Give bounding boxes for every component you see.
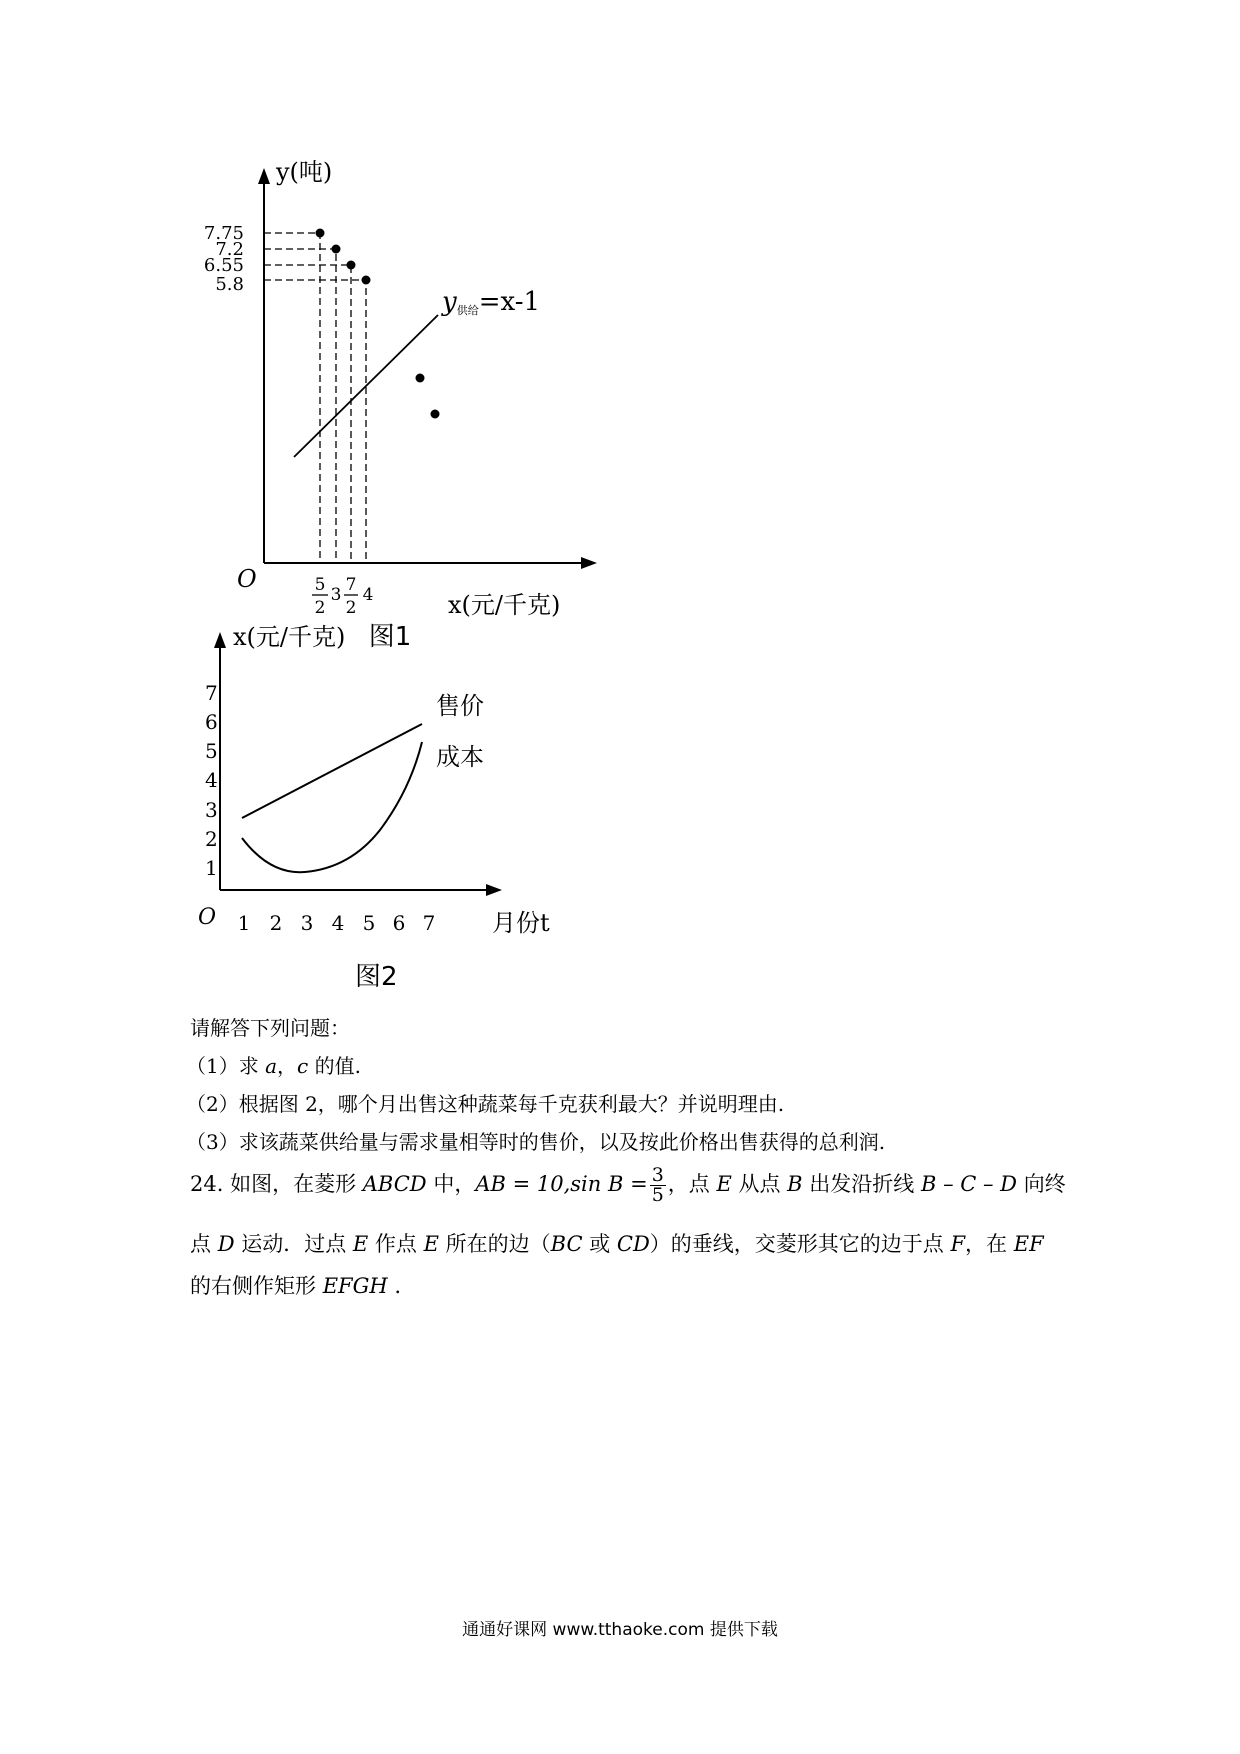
- fig2-y-tick-label: 1: [205, 856, 218, 880]
- fig1-y-tick-label: 6.55: [203, 255, 244, 276]
- fig1-guide-1: [264, 233, 320, 563]
- fig1-caption: 图1: [368, 622, 412, 652]
- p24-text: .: [387, 1274, 402, 1298]
- fig1-x-tick-label: 4: [362, 585, 374, 605]
- p24-fraction: [650, 1166, 666, 1205]
- q1-var-a: a: [265, 1054, 278, 1078]
- p24-text: 运动．过点: [234, 1232, 353, 1256]
- p24-side-cd: CD: [616, 1232, 650, 1256]
- problem-24-line-3: [190, 1270, 401, 1300]
- question-1: [186, 1050, 361, 1079]
- fig2-y-tick-label: 2: [205, 827, 218, 851]
- p24-point-b: B: [787, 1172, 803, 1196]
- p24-text: ）的垂线，交菱形其它的边于点: [649, 1232, 951, 1256]
- fig1-point: [362, 276, 371, 285]
- fig2-price-label: 售价: [436, 692, 484, 720]
- fig1-y-axis-label: y(吨): [276, 158, 333, 186]
- fig1-y-arrow: [258, 168, 270, 184]
- fig1-point: [431, 410, 440, 419]
- fig1-x-tick-den: 2: [314, 598, 326, 618]
- p24-point-d: D: [217, 1232, 235, 1256]
- p24-text: 24. 如图，在菱形: [190, 1172, 363, 1196]
- fig1-x-tick-label: 3: [330, 585, 342, 605]
- q1-comma: ，: [277, 1054, 298, 1078]
- fig1-point: [416, 374, 425, 383]
- p24-text: ，在: [965, 1232, 1014, 1256]
- fig2-caption: 图2: [355, 962, 398, 992]
- p24-frac-num: 3: [651, 1164, 664, 1186]
- p24-text: 的右侧作矩形: [190, 1274, 323, 1298]
- fig1-x-tick-den: 2: [345, 598, 357, 618]
- p24-path: B – C – D: [920, 1172, 1018, 1196]
- fig2-cost-label: 成本: [436, 743, 484, 771]
- fig2-y-tick-label: 4: [205, 768, 218, 792]
- fig2-x-tick-label: 7: [422, 911, 436, 935]
- q1-var-c: c: [297, 1054, 309, 1078]
- p24-frac-den: 5: [651, 1184, 664, 1206]
- p24-text: 所在的边（: [438, 1232, 551, 1256]
- questions-intro: 请解答下列问题：: [190, 1016, 350, 1040]
- fig2-x-tick-label: 2: [269, 911, 283, 935]
- fig2-price-line: [242, 724, 422, 818]
- fig1-guide-2: [264, 249, 336, 563]
- fig2-x-tick-label: 4: [331, 911, 345, 935]
- fig1-point: [347, 261, 356, 270]
- problem-24-line-2: [190, 1228, 1044, 1258]
- p24-text: ，点: [667, 1172, 717, 1196]
- figure-1: [180, 150, 680, 650]
- fig2-y-tick-label: 5: [205, 739, 218, 763]
- figure-2-content: [200, 620, 660, 1040]
- fig1-y-tick-label: 7.2: [215, 239, 244, 260]
- fig1-x-arrow: [581, 557, 597, 569]
- fig2-origin: O: [198, 905, 217, 930]
- p24-text: 向终: [1017, 1172, 1066, 1196]
- p24-segment-ef: EF: [1013, 1232, 1044, 1256]
- fig2-x-tick-label: 6: [392, 911, 406, 935]
- p24-text: 作点: [368, 1232, 424, 1256]
- p24-text: 点: [190, 1232, 218, 1256]
- footer-text: 通通好课网 www.tthaoke.com 提供下载: [462, 1620, 778, 1640]
- question-2: （2）根据图 2，哪个月出售这种蔬菜每千克获利最大？并说明理由.: [186, 1092, 785, 1116]
- q1-suffix: 的值.: [308, 1054, 361, 1078]
- p24-side-bc: BC: [550, 1232, 583, 1256]
- fig1-y-tick-label: 5.8: [215, 274, 244, 295]
- q1-prefix: （1）求: [186, 1054, 266, 1078]
- fig2-y-axis-label: x(元/千克): [233, 623, 346, 651]
- fig1-x-tick-num: 5: [314, 575, 326, 595]
- fig2-x-axis-label: 月份t: [492, 909, 550, 937]
- fig1-y-tick-label: 7.75: [203, 223, 244, 244]
- fig2-y-tick-label: 3: [205, 798, 218, 822]
- fig1-origin: O: [237, 565, 257, 593]
- p24-point-e: E: [352, 1232, 369, 1256]
- fig2-cost-curve: [242, 742, 422, 872]
- fig2-x-tick-label: 1: [237, 911, 251, 935]
- p24-text: 出发沿折线: [802, 1172, 921, 1196]
- p24-point-f: F: [950, 1232, 966, 1256]
- question-3: （3）求该蔬菜供给量与需求量相等时的售价，以及按此价格出售获得的总利润.: [186, 1130, 886, 1154]
- p24-abcd: ABCD: [362, 1172, 427, 1196]
- p24-text: 中，: [426, 1172, 476, 1196]
- fig2-x-tick-label: 3: [300, 911, 314, 935]
- p24-point-e: E: [423, 1232, 439, 1256]
- fig1-point: [316, 229, 325, 238]
- fig2-x-tick-label: 5: [362, 911, 376, 935]
- fig2-y-tick-label: 7: [205, 681, 218, 705]
- p24-equation: AB = 10,sin B =: [475, 1172, 648, 1196]
- p24-text: 从点: [731, 1172, 788, 1196]
- fig2-y-tick-label: 6: [205, 710, 218, 734]
- p24-point-e: E: [716, 1172, 732, 1196]
- fig1-x-axis-label: x(元/千克): [448, 591, 561, 619]
- fig1-point: [332, 245, 341, 254]
- p24-rect-efgh: EFGH: [322, 1274, 388, 1298]
- fig1-x-tick-num: 7: [345, 575, 357, 595]
- problem-24-line-1: [190, 1162, 1066, 1206]
- p24-text: 或: [582, 1232, 617, 1256]
- fig1-supply-label: y供给=x-1: [442, 287, 541, 317]
